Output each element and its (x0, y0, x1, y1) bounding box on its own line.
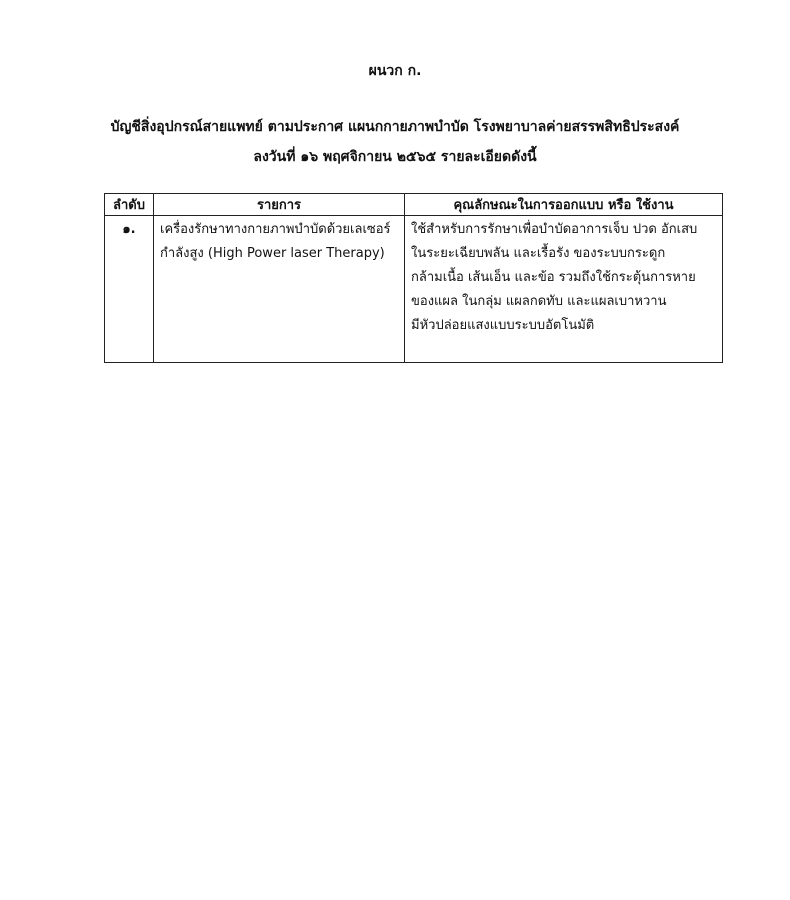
item-line: กำลังสูง (High Power laser Therapy) (160, 246, 385, 261)
document-title: บัญชีสิ่งอุปกรณ์สายแพทย์ ตามประกาศ แผนกกายภาพบำบัด โรงพยาบาลค่ายสรรพสิทธิประสงค์ (110, 119, 680, 135)
document-date-line: ลงวันที่ ๑๖ พฤศจิกายน ๒๕๖๕ รายละเอียดดังนี้ (253, 149, 537, 165)
spec-line: มีหัวปล่อยแสงแบบระบบอัตโนมัติ (411, 318, 595, 333)
equipment-table (104, 193, 723, 363)
row-order-number: ๑. (105, 216, 154, 363)
appendix-label: ผนวก ก. (368, 63, 422, 79)
item-line: เครื่องรักษาทางกายภาพบำบัดด้วยเลเซอร์ (160, 222, 391, 237)
header-item: รายการ (154, 194, 405, 216)
spec-line: ในระยะเฉียบพลัน และเรื้อรัง ของระบบกระดูก (411, 246, 666, 261)
row-item-cell (154, 216, 405, 363)
row-spec-cell (405, 216, 723, 363)
spec-line: กล้ามเนื้อ เส้นเอ็น และข้อ รวมถึงใช้กระตุ้นการหาย (411, 270, 696, 285)
table-row (105, 216, 723, 363)
header-order: ลำดับ (105, 194, 154, 216)
header-specification: คุณลักษณะในการออกแบบ หรือ ใช้งาน (405, 194, 723, 216)
table-header-row (105, 194, 723, 216)
spec-line: ของแผล ในกลุ่ม แผลกดทับ และแผลเบาหวาน (411, 294, 667, 309)
spec-line: ใช้สำหรับการรักษาเพื่อบำบัดอาการเจ็บ ปวด อักเสบ (411, 222, 698, 237)
